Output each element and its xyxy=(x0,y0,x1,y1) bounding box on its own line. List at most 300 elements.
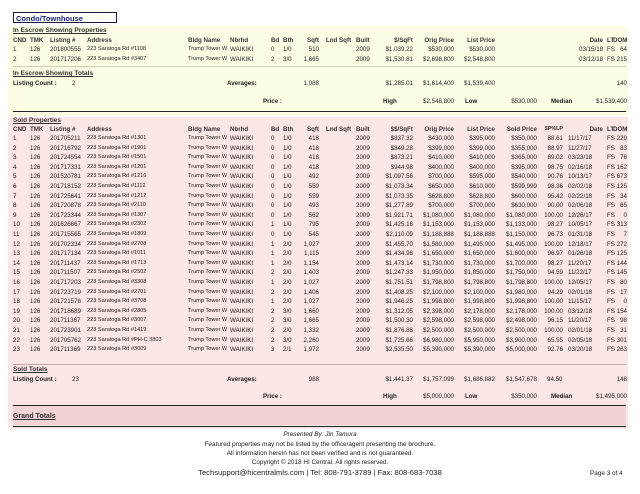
cell-sqft: 545 xyxy=(308,231,319,238)
cell-listing: 201705211 xyxy=(50,135,81,142)
cell-list: $5,950,000 xyxy=(464,336,495,344)
cell-orig: $399,000 xyxy=(428,144,454,152)
cell-bldg: Trump Tower W xyxy=(188,202,228,209)
cell-bd: 2 xyxy=(271,327,275,334)
cell-orig: $628,800 xyxy=(428,192,454,200)
cell-tmk: 126 xyxy=(30,154,41,162)
cell-tmk: 126 xyxy=(30,55,41,63)
cell-dom: 64 xyxy=(620,46,627,53)
cell-lt: FS xyxy=(607,46,615,53)
sold-count: 23 xyxy=(72,376,79,383)
cell-built: 2009 xyxy=(356,163,370,171)
cell-ppsf: $1,473.14 xyxy=(385,259,413,267)
cell-bd: 1 xyxy=(271,259,275,267)
cell-sqft: 1,027 xyxy=(303,279,319,286)
cell-listing: 201702334 xyxy=(50,240,81,248)
cell-sqft: 418 xyxy=(308,135,319,142)
cell-built: 2009 xyxy=(356,202,370,210)
cell-address: 223 Saratoga Rd #2805 xyxy=(87,307,147,314)
cell-lt: FS xyxy=(607,279,615,286)
cell-bd: 1 xyxy=(271,250,275,258)
col-address: Address xyxy=(87,126,112,133)
cell-sqft: 1,115 xyxy=(303,250,319,258)
cell-sold: $1,080,000 xyxy=(506,211,537,219)
cell-sold: $599,999 xyxy=(511,183,537,190)
cell-nbrhd: WAIKIKI xyxy=(230,307,254,315)
cell-bldg: Trump Tower W xyxy=(188,154,228,161)
cell-bd: 0 xyxy=(271,135,275,142)
cell-built: 2009 xyxy=(356,336,370,344)
cell-address: 223 Saratoga Rd #2708 xyxy=(87,240,147,247)
presented-by: Presented By: Jin Tamura xyxy=(283,431,357,438)
cell-address: 223 Saratoga Rd #2502 xyxy=(87,269,147,276)
cell-address: 223 Saratoga Rd #3708 xyxy=(87,298,147,305)
cell-bldg: Trump Tower W xyxy=(188,221,228,228)
cell-ppsf: $1,946.25 xyxy=(385,298,413,306)
cell-sold: $350,000 xyxy=(511,135,537,142)
col-bth: Bth xyxy=(283,126,294,133)
cell-bldg: Trump Tower W xyxy=(188,279,228,285)
cell-lt: FS xyxy=(607,336,615,344)
cell-list: $2,598,000 xyxy=(464,317,495,325)
cell-sold: $540,000 xyxy=(511,173,537,181)
cell-listing: 201705762 xyxy=(50,336,81,344)
cell-listing: 201717134 xyxy=(50,250,81,258)
cell-built: 2009 xyxy=(356,183,370,190)
cell-lt: FS xyxy=(607,269,615,277)
cell-ppsf: $1,500.30 xyxy=(385,317,413,325)
col-address: Address xyxy=(87,37,112,44)
cell-date: 11/17/17 xyxy=(568,135,592,142)
cell-address: 223 Saratoga Rd #3407 xyxy=(87,55,147,62)
cell-splp: 100.00 xyxy=(544,307,563,315)
cell-built: 2009 xyxy=(356,250,370,258)
cell-splp: 100.00 xyxy=(544,298,563,306)
cell-address: 223 Saratoga Rd #2302 xyxy=(87,221,147,228)
cell-bth: 1/0 xyxy=(283,221,292,229)
cell-tmk: 126 xyxy=(30,288,41,296)
cell-dom: 80 xyxy=(620,279,627,286)
cell-sold: $1,750,000 xyxy=(506,269,537,277)
cell-list: $400,000 xyxy=(469,163,495,171)
cell-dom: 125 xyxy=(616,183,627,190)
table-row xyxy=(13,153,628,162)
cell-list: $395,000 xyxy=(469,135,495,142)
cell-bth: 2/0 xyxy=(283,327,292,334)
cell-bth: 2/0 xyxy=(283,250,292,258)
cell-bldg: Trump Tower W xyxy=(188,259,228,266)
cell-date: 12/18/17 xyxy=(568,240,593,248)
cell-date: 11/20/17 xyxy=(568,259,592,267)
cell-orig: $2,398,000 xyxy=(423,307,454,315)
cell-address: 223 Saratoga Rd #1809 xyxy=(87,231,147,237)
cell-bd: 0 xyxy=(271,46,275,53)
cell-orig: $2,598,000 xyxy=(423,317,454,325)
cell-dom: 162 xyxy=(616,163,627,171)
col-orig: Orig Price xyxy=(424,37,454,44)
cell-cnd: 2 xyxy=(13,55,17,63)
cell-date: 03/20/18 xyxy=(568,346,593,354)
cell-listing: 201723901 xyxy=(50,327,81,334)
cell-sold: $2,498,000 xyxy=(506,317,537,325)
cell-dom: 263 xyxy=(616,346,627,354)
cell-splp: 94.29 xyxy=(547,288,563,296)
cell-dom: 83 xyxy=(620,144,627,152)
cell-listing: 201723719 xyxy=(50,288,81,296)
cell-built: 2009 xyxy=(356,288,370,296)
cell-address: 223 Saratoga Rd #3007 xyxy=(87,317,147,324)
cell-address: 223 Saratoga Rd #2701 xyxy=(87,288,147,295)
cell-dom: 144 xyxy=(616,259,627,267)
cell-sqft: 562 xyxy=(308,211,319,219)
sold-median: $1,495,000 xyxy=(596,393,627,400)
table-row xyxy=(13,336,628,345)
cell-dom: 65 xyxy=(620,202,627,210)
cell-dom: 154 xyxy=(616,307,627,315)
cell-ppsf: $1,876.88 xyxy=(385,327,413,334)
cell-cnd: 8 xyxy=(13,202,17,210)
sold-averages-label: Averages: xyxy=(227,376,257,383)
cell-listing: 201717203 xyxy=(50,279,81,286)
cell-ppsf: $873.21 xyxy=(390,154,413,162)
cell-dom: 673 xyxy=(616,173,627,181)
col-built: Built xyxy=(356,126,370,133)
cell-lt: FS xyxy=(607,250,615,258)
cell-bth: 2/0 xyxy=(283,298,292,306)
cell-listing: 201711369 xyxy=(50,346,81,354)
cell-bldg: Trump Tower W xyxy=(188,211,228,218)
cell-sqft: 1,154 xyxy=(303,259,319,267)
cell-address: 223 Saratoga Rd #1216 xyxy=(87,173,147,180)
cell-cnd: 18 xyxy=(13,298,20,306)
cell-sold: $1,798,800 xyxy=(506,279,537,286)
cell-sold: $2,500,000 xyxy=(506,327,537,334)
cell-bth: 1/0 xyxy=(283,202,292,210)
cell-lt: FS xyxy=(607,144,615,152)
cell-sqft: 1,972 xyxy=(303,346,319,354)
cell-sold: $1,600,000 xyxy=(506,250,537,258)
cell-listing: 201721576 xyxy=(50,298,81,306)
cell-lt: FS xyxy=(607,346,615,354)
cell-lt: FS xyxy=(607,307,615,315)
cell-orig: $1,080,000 xyxy=(423,211,454,219)
cell-built: 2009 xyxy=(356,55,370,63)
cell-dom: 7 xyxy=(623,231,627,238)
cell-cnd: 9 xyxy=(13,211,17,219)
cell-built: 2009 xyxy=(356,173,370,181)
cell-lt: FS xyxy=(607,183,615,190)
page-number: Page 3 of 4 xyxy=(590,470,623,477)
table-row xyxy=(13,201,628,210)
cell-bth: 3/0 xyxy=(283,317,292,325)
cell-sqft: 493 xyxy=(308,202,319,210)
cell-tmk: 126 xyxy=(30,250,41,258)
cell-tmk: 126 xyxy=(30,46,41,53)
cell-bth: 2/0 xyxy=(283,279,292,286)
cell-lt: FS xyxy=(607,154,615,162)
cell-bth: 1/0 xyxy=(283,46,292,53)
escrow-high-label: High xyxy=(383,98,397,105)
cell-list: $530,000 xyxy=(469,46,495,53)
cell-lt: FS xyxy=(607,135,615,142)
cell-cnd: 11 xyxy=(13,231,20,238)
cell-nbrhd: WAIKIKI xyxy=(230,211,254,219)
cell-bldg: Trump Tower W xyxy=(188,288,228,295)
col-orig: Orig Price xyxy=(424,126,454,133)
cell-ppsf: $1,312.05 xyxy=(385,307,413,315)
sold-avg-sold: $1,547,678 xyxy=(506,376,537,383)
cell-date: 02/16/18 xyxy=(568,163,593,171)
cell-sqft: 418 xyxy=(308,144,319,152)
cell-orig: $1,998,800 xyxy=(423,298,454,306)
cell-address: 223 Saratoga Rd #3009 xyxy=(87,346,147,353)
cell-bd: 0 xyxy=(271,231,275,238)
cell-bth: 1/0 xyxy=(283,192,292,200)
cell-list: $410,000 xyxy=(469,154,495,162)
escrow-avg-sqft: 1,088 xyxy=(303,80,319,87)
cell-cnd: 1 xyxy=(13,135,17,142)
col-sqft: Sqft xyxy=(306,126,319,133)
cell-bldg: Trump Tower W xyxy=(188,46,228,52)
cell-lt: FS xyxy=(607,55,615,63)
cell-orig: $6,980,000 xyxy=(423,336,454,344)
cell-sqft: 1,403 xyxy=(303,269,319,277)
table-row xyxy=(13,192,628,201)
cell-cnd: 5 xyxy=(13,173,17,181)
cell-splp: 100.00 xyxy=(544,327,563,334)
cell-bldg: Trump Tower W xyxy=(188,298,228,305)
table-row xyxy=(13,268,628,277)
cell-ppsf: $1,751.51 xyxy=(385,279,413,286)
cell-sold: $1,150,000 xyxy=(506,231,537,238)
cell-built: 2009 xyxy=(356,231,370,238)
cell-bth: 3/0 xyxy=(283,336,292,344)
col-built: Built xyxy=(356,37,370,44)
cell-bd: 0 xyxy=(271,154,275,162)
cell-sold: $5,000,000 xyxy=(506,346,537,354)
cell-address: 223 Saratoga Rd #1713 xyxy=(87,259,147,266)
cell-address: 223 Saratoga Rd #1901 xyxy=(87,144,147,151)
cell-date: 03/12/18 xyxy=(568,307,593,315)
cell-bd: 2 xyxy=(271,317,275,325)
cell-dom: 125 xyxy=(616,250,627,258)
cell-built: 2009 xyxy=(356,269,370,277)
sold-low: $350,000 xyxy=(511,393,537,400)
cell-ppsf: $1,434.98 xyxy=(385,250,413,258)
cell-lt: FS xyxy=(607,211,615,219)
cell-address: 223 Saratoga Rd #1011 xyxy=(87,250,146,257)
cell-list: $2,500,000 xyxy=(464,327,495,334)
cell-tmk: 126 xyxy=(30,211,41,219)
cell-splp: 96.97 xyxy=(547,250,563,258)
cell-bldg: Trump Tower W xyxy=(188,307,228,314)
cell-list: $5,390,000 xyxy=(464,346,495,354)
cell-built: 2009 xyxy=(356,144,370,152)
cell-tmk: 126 xyxy=(30,135,41,142)
sold-totals-row xyxy=(13,375,628,384)
cell-list: $1,798,800 xyxy=(464,279,495,286)
cell-bth: 1/0 xyxy=(283,173,292,181)
table-row xyxy=(13,182,628,191)
grand-totals-band xyxy=(13,405,626,425)
cell-sqft: 795 xyxy=(308,221,319,229)
cell-sold: $630,000 xyxy=(511,202,537,210)
cell-date: 12/26/17 xyxy=(568,211,593,219)
cell-sold: $1,980,000 xyxy=(506,288,537,296)
cell-address: 223 Saratoga Rd #2110 xyxy=(87,202,146,209)
escrow-section-title: In Escrow Showing Properties xyxy=(13,27,107,34)
cell-nbrhd: WAIKIKI xyxy=(230,202,254,210)
cell-bldg: Trump Tower W xyxy=(188,231,228,237)
cell-ppsf: $1,530.81 xyxy=(385,55,413,63)
escrow-median-label: Median xyxy=(551,98,573,105)
cell-bd: 2 xyxy=(271,307,275,315)
escrow-low: $530,000 xyxy=(511,98,537,105)
cell-list: $2,100,000 xyxy=(464,288,495,296)
cell-list: $1,188,888 xyxy=(464,231,495,238)
sold-price-label: Price : xyxy=(263,393,282,400)
cell-bldg: Trump Tower W xyxy=(188,192,228,199)
table-row xyxy=(13,220,628,229)
cell-bldg: Trump Tower W xyxy=(188,135,228,141)
cell-orig: $1,798,800 xyxy=(423,279,454,286)
cell-address: 223 Saratoga Rd #1212 xyxy=(87,192,147,199)
cell-bldg: Trump Tower W xyxy=(188,346,228,353)
cell-splp: 92.76 xyxy=(547,346,563,354)
cell-cnd: 17 xyxy=(13,288,20,296)
cell-nbrhd: WAIKIKI xyxy=(230,135,254,142)
cell-cnd: 12 xyxy=(13,240,20,248)
cell-dom: 145 xyxy=(616,269,627,277)
sold-header-row xyxy=(13,125,628,134)
cell-splp: 88.97 xyxy=(547,144,563,152)
sold-low-label: Low xyxy=(465,393,478,400)
cell-sold: $2,178,000 xyxy=(506,307,537,315)
cell-cnd: 14 xyxy=(13,259,20,267)
cell-bth: 3/0 xyxy=(283,55,292,63)
escrow-avg-ppsf: $1,285.01 xyxy=(385,80,413,87)
col-lt: LT xyxy=(607,37,615,44)
cell-bth: 2/0 xyxy=(283,240,292,248)
cell-bth: 1/0 xyxy=(283,183,292,190)
cell-bldg: Trump Tower W xyxy=(188,327,228,333)
cell-lt: FS xyxy=(607,173,615,181)
cell-cnd: 2 xyxy=(13,144,17,152)
cell-built: 2009 xyxy=(356,221,370,229)
cell-splp: 98.75 xyxy=(547,163,563,171)
table-row xyxy=(13,307,628,316)
cell-listing: 201711367 xyxy=(50,317,81,325)
cell-orig: $430,000 xyxy=(428,135,454,142)
table-row xyxy=(13,240,628,249)
sold-avg-orig: $1,757,099 xyxy=(423,376,454,383)
cell-date: 11/20/17 xyxy=(568,317,592,325)
cell-orig: $1,950,000 xyxy=(423,269,454,277)
cell-address: 223 Saratoga Rd #1301 xyxy=(87,135,147,141)
cell-built: 2009 xyxy=(356,192,370,200)
cell-address: 223 Saratoga Rd #PH-C 3803 xyxy=(87,336,162,343)
cell-sqft: 418 xyxy=(308,154,319,162)
cell-bd: 2 xyxy=(271,288,275,296)
cell-bd: 0 xyxy=(271,211,275,219)
sold-avg-list: $1,686,882 xyxy=(464,376,495,383)
cell-date: 02/06/18 xyxy=(568,202,593,210)
table-row xyxy=(13,134,628,143)
cell-ppsf: $1,408.25 xyxy=(385,288,413,296)
cell-bldg: Trump Tower W xyxy=(188,173,228,180)
cell-date: 02/22/18 xyxy=(568,192,593,200)
escrow-price-row xyxy=(13,97,628,106)
sold-avg-ppsf: $1,441.37 xyxy=(385,376,413,383)
cell-dom: 229 xyxy=(616,135,627,142)
cell-cnd: 7 xyxy=(13,192,17,200)
cell-sold: $1,998,800 xyxy=(506,298,537,306)
cell-orig: $5,390,000 xyxy=(423,346,454,354)
cell-sold: $1,133,000 xyxy=(506,221,537,229)
cell-splp: 88.61 xyxy=(547,135,563,142)
cell-nbrhd: WAIKIKI xyxy=(230,327,254,334)
cell-dom: 31 xyxy=(620,327,627,334)
cell-dom: 34 xyxy=(620,192,627,200)
cell-tmk: 126 xyxy=(30,240,41,248)
cell-listing: 201717206 xyxy=(50,55,81,63)
cell-ppsf: $1,073.35 xyxy=(385,192,413,200)
cell-orig: $700,000 xyxy=(428,202,454,210)
cell-orig: $1,650,000 xyxy=(423,250,454,258)
cell-orig: $1,153,000 xyxy=(423,221,454,229)
sold-price-row xyxy=(13,392,628,401)
cell-listing: 201626667 xyxy=(50,221,81,229)
cell-tmk: 126 xyxy=(30,259,41,267)
cell-bth: 2/0 xyxy=(283,288,292,296)
cell-list: $1,080,000 xyxy=(464,211,495,219)
cell-orig: $2,500,000 xyxy=(423,327,454,334)
col-sold: Sold Price xyxy=(506,126,537,133)
cell-list: $595,000 xyxy=(469,173,495,181)
table-row xyxy=(13,345,628,354)
cell-bth: 1/0 xyxy=(283,163,292,171)
cell-listing: 201520781 xyxy=(50,173,81,181)
cell-listing: 201717331 xyxy=(50,163,81,171)
cell-ppsf: $1,425.16 xyxy=(385,221,413,229)
cell-orig: $1,188,888 xyxy=(423,231,454,238)
col-listing: Listing # xyxy=(50,126,76,133)
cell-listing: 201718689 xyxy=(50,307,81,315)
cell-date: 01/26/18 xyxy=(568,250,593,258)
table-row xyxy=(13,326,628,335)
cell-date: 12/05/17 xyxy=(568,279,593,286)
cell-nbrhd: WAIKIKI xyxy=(230,154,254,162)
property-type-title: Condo/Townhouse xyxy=(13,12,117,23)
cell-listing: 201724554 xyxy=(50,154,81,162)
cell-bd: 2 xyxy=(271,336,275,344)
cell-cnd: 16 xyxy=(13,279,20,286)
cell-address: 223 Saratoga Rd #1419 xyxy=(87,327,147,333)
cell-built: 2009 xyxy=(356,259,370,267)
cell-cnd: 22 xyxy=(13,336,20,344)
cell-orig: $2,698,800 xyxy=(423,55,454,63)
cell-sold: $600,000 xyxy=(511,192,537,200)
table-row xyxy=(13,249,628,258)
cell-listing: 201725641 xyxy=(50,192,81,200)
cell-splp: 100.00 xyxy=(544,240,563,248)
grand-totals-title: Grand Totals xyxy=(13,413,56,420)
escrow-avg-dom: 140 xyxy=(616,80,627,87)
cell-tmk: 126 xyxy=(30,269,41,277)
cell-bth: 1/0 xyxy=(283,211,292,219)
cell-date: 02/01/18 xyxy=(568,288,593,296)
cell-built: 2009 xyxy=(356,279,370,286)
